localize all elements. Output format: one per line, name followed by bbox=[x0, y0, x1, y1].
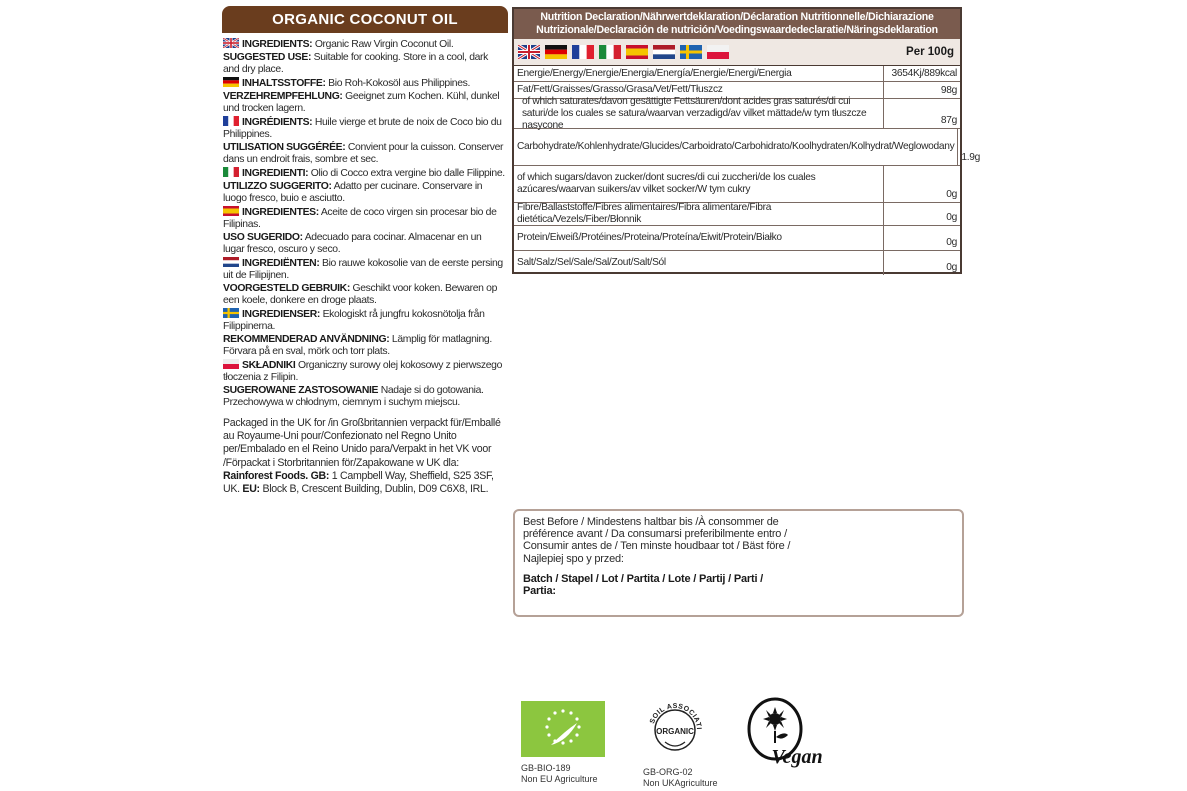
nutrition-header-line-1: Nutrition Declaration/Nährwertdeklaration/Déclaration Nutritionnelle/Dichiarazione bbox=[540, 11, 934, 23]
se-flag-icon bbox=[680, 45, 702, 59]
nutrient-value: 0g bbox=[946, 262, 957, 273]
ingredients-label: INGREDIENTS: bbox=[242, 39, 313, 50]
ingredients-text: Organiczny surowy olej kokosowy z pierwszego tłoczenia z Filipin. bbox=[223, 360, 503, 383]
soil-note: Non UKAgriculture bbox=[643, 778, 718, 788]
packaging-info bbox=[223, 417, 505, 496]
product-title: ORGANIC COCONUT OIL bbox=[272, 11, 458, 28]
nutrient-label: Energie/Energy/Energie/Energia/Energía/Energie/Energi/Energia bbox=[514, 66, 884, 81]
nutrient-label: of which sugars/davon zucker/dont sucres/di cui zuccheri/de los cuales azúcares/waarvan suikers/av vilket socker/W tym cukry bbox=[514, 166, 884, 202]
soil-association-logo bbox=[643, 698, 743, 789]
product-title-bar bbox=[222, 6, 508, 33]
nutrition-row-protein bbox=[514, 226, 960, 251]
nutrient-value: 3654Kj/889kcal bbox=[891, 68, 957, 79]
eu-address: Block B, Crescent Building, Dublin, D09 C6X8, IRL. bbox=[262, 483, 489, 496]
lang-block-es bbox=[223, 206, 505, 256]
lang-block-fr bbox=[223, 116, 505, 166]
ingredients-text: Olio di Cocco extra vergine bio dalle Filippine. bbox=[310, 168, 505, 179]
batch-label: Batch / Stapel / Lot / Partita / Lote / Partij / Parti / Partia: bbox=[523, 572, 764, 598]
suggested-use-text: Suitable for cooking. Store in a cool, dark and dry place. bbox=[223, 52, 489, 75]
nl-flag-icon bbox=[653, 45, 675, 59]
svg-text:SOIL ASSOCIATION bbox=[643, 698, 702, 730]
eu-organic-leaf-icon bbox=[521, 701, 605, 757]
lang-block-pl bbox=[223, 359, 505, 409]
ingredients-text: Bio rauwe kokosolie van de eerste persing uit de Filipijnen. bbox=[223, 258, 503, 281]
ingredients-text: Organic Raw Virgin Coconut Oil. bbox=[314, 39, 454, 50]
gb-label: GB: bbox=[310, 469, 330, 482]
company-name: Rainforest Foods. bbox=[223, 469, 308, 482]
ingredients-label: INGREDIENTES: bbox=[242, 207, 319, 218]
nutrient-value: 0g bbox=[946, 189, 957, 200]
suggested-use-text: Lämplig för matlagning. Förvara på en sval, mörk och torr plats. bbox=[223, 334, 492, 357]
suggested-use-text: Geschikt voor koken. Bewaren op een koele, donkere en droge plaats. bbox=[223, 283, 497, 306]
nutrition-row-carbohydrate bbox=[514, 129, 981, 166]
suggested-use-text: Adatto per cucinare. Conservare in luogo fresco, buio e asciutto. bbox=[223, 181, 483, 204]
fr-flag-icon bbox=[572, 45, 594, 59]
ingredients-text: Aceite de coco virgen sin procesar bio de Filipinas. bbox=[223, 207, 497, 230]
de-flag-icon bbox=[545, 45, 567, 59]
ingredients-text: Huile vierge et brute de noix de Coco bio du Philippines. bbox=[223, 117, 502, 140]
nutrition-row-fibre bbox=[514, 203, 960, 226]
soil-association-icon bbox=[643, 698, 707, 762]
nutrient-value: 1.9g bbox=[961, 152, 981, 163]
ingredients-label: INGREDIENTI: bbox=[242, 168, 309, 179]
ingredients-text: Ekologiskt rå jungfru kokosnötolja från Filippinerna. bbox=[223, 309, 485, 332]
nutrition-header bbox=[514, 9, 960, 39]
nutrient-value: 98g bbox=[940, 85, 957, 96]
ingredients-column bbox=[223, 38, 505, 496]
nutrient-label: of which saturates/davon gesättigte Fettsäuren/dont acides gras saturés/di cui saturi/de los cuales se satura/waarvan verzadigd/av vilket mättade/w tym tłuszcze nasycone bbox=[514, 99, 884, 128]
suggested-use-label: USO SUGERIDO: bbox=[223, 232, 303, 243]
nutrient-value: 0g bbox=[946, 212, 957, 223]
fr-flag-icon bbox=[223, 116, 239, 126]
eu-label: EU: bbox=[242, 483, 260, 496]
soil-center-text: ORGANIC bbox=[656, 727, 694, 736]
suggested-use-text: Adecuado para cocinar. Almacenar en un lugar fresco, oscuro y seco. bbox=[223, 232, 482, 255]
nutrient-label: Fat/Fett/Graisses/Grasso/Grasa/Vet/Fett/Tłuszcz bbox=[514, 82, 884, 98]
suggested-use-text: Nadaje si do gotowania. Przechowywa w chłodnym, ciemnym i suchym miejscu. bbox=[223, 385, 484, 408]
vegan-logo bbox=[745, 697, 837, 776]
lang-block-nl bbox=[223, 257, 505, 307]
ingredients-label: SKŁADNIKI bbox=[242, 360, 296, 371]
suggested-use-text: Geeignet zum Kochen. Kühl, dunkel und trocken lagern. bbox=[223, 91, 500, 114]
uk-flag-icon bbox=[518, 45, 540, 59]
suggested-use-label: UTILIZZO SUGGERITO: bbox=[223, 181, 332, 192]
suggested-use-label: SUGGESTED USE: bbox=[223, 52, 312, 63]
ingredients-label: INHALTSSTOFFE: bbox=[242, 78, 326, 89]
ingredients-label: INGRÉDIENTS: bbox=[242, 117, 313, 128]
nutrition-row-sugars bbox=[514, 166, 960, 203]
pl-flag-icon bbox=[707, 45, 729, 59]
flag-strip bbox=[518, 45, 729, 59]
it-flag-icon bbox=[599, 45, 621, 59]
best-before-text: Best Before / Mindestens haltbar bis /À consommer de préférence avant / Da consumarsi preferibilmente entro / Consumir antes de / Ten minste houdbaar tot / Bäst före / Najlepiej spo y przed: bbox=[523, 516, 791, 565]
lang-block-uk bbox=[223, 38, 505, 76]
nl-flag-icon bbox=[223, 257, 239, 267]
uk-flag-icon bbox=[223, 38, 239, 48]
nutrient-label: Fibre/Ballaststoffe/Fibres alimentaires/Fibra alimentare/Fibra dietética/Vezels/Fiber/Błonnik bbox=[514, 203, 884, 225]
suggested-use-label: VERZEHREMPFEHLUNG: bbox=[223, 91, 343, 102]
nutrition-header-line-2: Nutrizionale/Declaración de nutrición/Voedingswaardedeclaratie/Näringsdeklaration bbox=[536, 23, 938, 36]
per-100g-label: Per 100g bbox=[906, 46, 954, 58]
nutrition-row-saturates bbox=[514, 95, 960, 131]
soil-code: GB-ORG-02 bbox=[643, 767, 693, 777]
es-flag-icon bbox=[626, 45, 648, 59]
de-flag-icon bbox=[223, 77, 239, 87]
soil-ring-text: SOIL ASSOCIATI bbox=[649, 702, 703, 731]
lang-block-se bbox=[223, 308, 505, 358]
ingredients-label: INGREDIËNTEN: bbox=[242, 258, 320, 269]
eu-organic-logo bbox=[521, 701, 605, 785]
nutrient-label: Carbohydrate/Kohlenhydrate/Glucides/Carboidrato/Carbohidrato/Koolhydraten/Kolhydrat/Weglowodany bbox=[514, 129, 958, 165]
nutrition-row-energy bbox=[514, 66, 960, 82]
lang-block-de bbox=[223, 77, 505, 115]
nutrition-table bbox=[512, 7, 981, 274]
nutrition-row-salt bbox=[514, 251, 960, 275]
suggested-use-label: REKOMMENDERAD ANVÄNDNING: bbox=[223, 334, 390, 345]
pl-flag-icon bbox=[223, 359, 239, 369]
packaged-text: Packaged in the UK for /in Großbritannien verpackt für/Emballé au Royaume-Uni pour/Confezionato nel Regno Unito per/Embalado en el Reino Unido para/Verpakt in het VK voor /Förpackat i Storbritannien för/Zapakowane w UK dla: bbox=[223, 417, 501, 469]
suggested-use-label: UTILISATION SUGGÉRÉE: bbox=[223, 142, 346, 153]
vegan-sunflower-icon bbox=[745, 697, 837, 771]
eu-note: Non EU Agriculture bbox=[521, 774, 598, 784]
vegan-text: Vegan bbox=[771, 746, 823, 768]
es-flag-icon bbox=[223, 206, 239, 216]
se-flag-icon bbox=[223, 308, 239, 318]
nutrient-value: 87g bbox=[940, 115, 957, 126]
it-flag-icon bbox=[223, 167, 239, 177]
ingredients-label: INGREDIENSER: bbox=[242, 309, 321, 320]
suggested-use-text: Convient pour la cuisson. Conserver dans un endroit frais, sombre et sec. bbox=[223, 142, 504, 165]
nutrient-value: 0g bbox=[946, 237, 957, 248]
gb-address: 1 Campbell Way, Sheffield, S25 3SF, UK. bbox=[223, 469, 494, 496]
suggested-use-label: VOORGESTELD GEBRUIK: bbox=[223, 283, 350, 294]
nutrient-label: Protein/Eiweiß/Protéines/Proteina/Proteína/Eiwit/Protein/Białko bbox=[514, 226, 884, 250]
nutrient-label: Salt/Salz/Sel/Sale/Sal/Zout/Salt/Sól bbox=[514, 251, 884, 275]
suggested-use-label: SUGEROWANE ZASTOSOWANIE bbox=[223, 385, 379, 396]
best-before-box bbox=[513, 509, 964, 617]
flag-row bbox=[514, 39, 960, 66]
lang-block-it bbox=[223, 167, 505, 205]
ingredients-text: Bio Roh-Kokosöl aus Philippines. bbox=[328, 78, 471, 89]
eu-code: GB-BIO-189 bbox=[521, 763, 571, 773]
